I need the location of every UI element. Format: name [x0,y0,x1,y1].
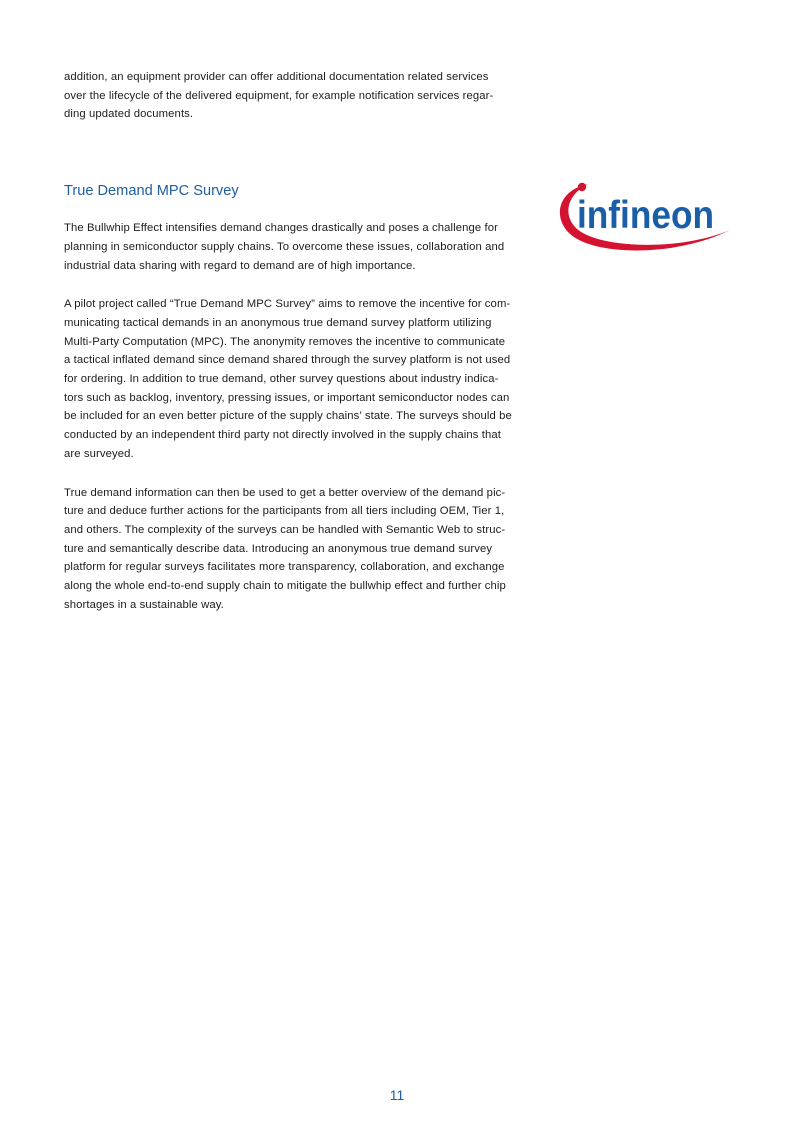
main-content [64,68,536,614]
logo-dot [578,183,586,191]
section-paragraph-2: A pilot project called “True Demand MPC Survey” aims to remove the incentive for com- municating tactical demands in an anonymous true demand survey platform utilizing Multi-Party Computation (MPC). The anonymity removes the incentive to communicate a tactical inflated demand since demand shared through the survey platform is not used for ordering. In addition to true demand, other survey questions about industry indica- tors such as backlog, inventory, pressing issues, or important semiconductor nodes can be included for an even better picture of the supply chains’ state. The surveys should be conducted by an independent third party not directly involved in the supply chains that are surveyed. [64,298,512,460]
infineon-logo-icon [554,176,732,254]
infineon-logo [554,176,732,254]
intro-paragraph: addition, an equipment provider can offer additional documentation related services over the lifecycle of the delivered equipment, for example notification services regar- ding updated documents. [64,71,494,121]
section-paragraph-3: True demand information can then be used to get a better overview of the demand pic- ture and deduce further actions for the participants from all tiers including OEM, Tier 1, and others. The complexity of the surveys can be handled with Semantic Web to struc- ture and semantically describe data. Introducing an anonymous true demand survey platform for regular surveys facilitates more transparency, collaboration, and exchange along the whole end-to-end supply chain to mitigate the bullwhip effect and further chip shortages in a sustainable way. [64,486,506,611]
logo-wordmark: infineon [577,194,714,237]
section-heading: True Demand MPC Survey [64,183,239,200]
page-number: 11 [389,1087,405,1103]
section-paragraph-1: The Bullwhip Effect intensifies demand changes drastically and poses a challenge for planning in semiconductor supply chains. To overcome these issues, collaboration and industrial data sharing with regard to demand are of high importance. [64,222,505,272]
